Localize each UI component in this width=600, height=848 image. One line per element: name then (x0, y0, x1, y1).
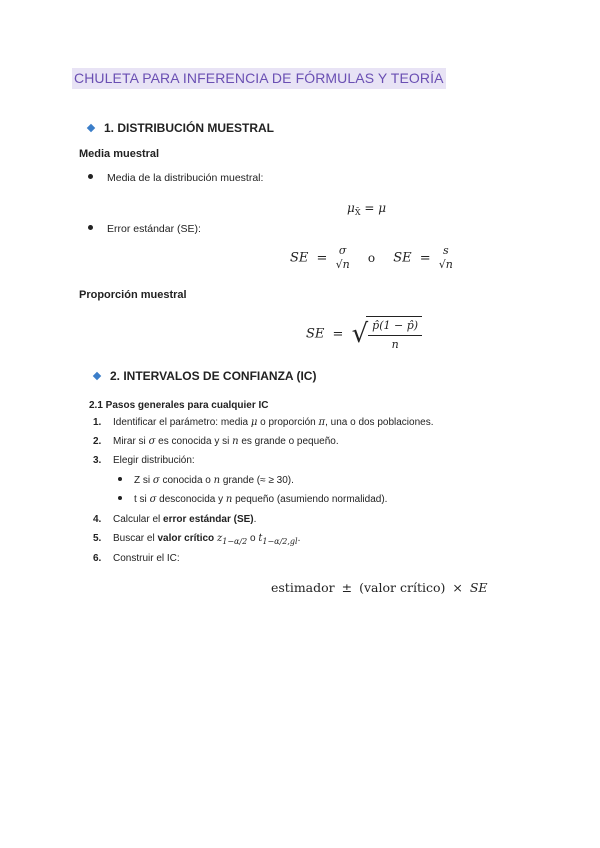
step-var-t-sub: 1−α/2,gl (262, 537, 298, 546)
step-var: σ (148, 436, 156, 447)
bullet-dot-icon (118, 496, 122, 500)
section-2-heading (94, 369, 316, 383)
step-bold: error estándar (SE) (163, 514, 254, 525)
formula-ic-se: SE (469, 580, 488, 595)
step-var-z-sub: 1−α/2 (222, 537, 248, 546)
step-text: , una o dos poblaciones. (325, 417, 434, 428)
bullet-se (88, 223, 201, 235)
formula-se-or: o (367, 251, 376, 265)
formula-media-eq: = (364, 201, 375, 215)
formula-se-num-1: σ (338, 244, 347, 257)
step-text: Elegir distribución: (113, 455, 195, 466)
step-text: Mirar si (113, 436, 149, 447)
formula-prop-frac (366, 316, 422, 352)
formula-se (290, 244, 453, 272)
step-number: 4. (93, 514, 102, 525)
formula-se-den-2: √n (438, 258, 453, 271)
sub-bullet-z (118, 475, 294, 486)
step-number: 2. (93, 436, 102, 447)
step-6 (93, 553, 180, 564)
step-text: es conocida y si (155, 436, 233, 447)
bullet-dot-icon (88, 174, 93, 179)
page-title: CHULETA PARA INFERENCIA DE FÓRMULAS Y TEORÍA (72, 68, 446, 89)
formula-prop-eq: = (332, 326, 344, 342)
step-number: 1. (93, 417, 102, 428)
sub-bullet-text: conocida o (159, 475, 214, 486)
step-text: Construir el IC: (113, 553, 180, 564)
step-text: Identificar el parámetro: media (113, 417, 251, 428)
section-1-heading-text: 1. DISTRIBUCIÓN MUESTRAL (104, 121, 275, 135)
formula-media (347, 201, 386, 217)
step-5 (93, 533, 300, 546)
step-number: 5. (93, 533, 102, 544)
formula-ic-critical: (valor crítico) (359, 580, 446, 595)
bullet-media-text: Media de la distribución muestral: (107, 172, 264, 184)
formula-prop-num: p̂(1 − p̂) (372, 319, 419, 332)
step-var: μ (250, 417, 258, 428)
bullet-dot-icon (88, 225, 93, 230)
sub-bullet-var: σ (149, 494, 157, 505)
sub-bullet-var: σ (152, 475, 160, 486)
formula-ic (271, 580, 488, 595)
diamond-bullet-icon (87, 124, 95, 132)
section-2-heading-text: 2. INTERVALOS DE CONFIANZA (IC) (110, 369, 317, 383)
formula-media-lhs-sub: X̄ (354, 208, 361, 217)
formula-se-eq-2: = (419, 250, 431, 266)
formula-prop-den: n (368, 335, 422, 352)
sub-bullet-text: grande (≈ ≥ 30). (220, 475, 294, 486)
sub-bullet-text: Z si (134, 475, 153, 486)
step-4 (93, 514, 256, 525)
sub-bullet-var: n (225, 494, 233, 505)
sub-heading-2-1: 2.1 Pasos generales para cualquier IC (89, 400, 269, 411)
formula-prop (306, 316, 422, 352)
sub-bullet-text: t si (134, 494, 150, 505)
sub-bullet-text: desconocida y (156, 494, 226, 505)
step-text: Calcular el (113, 514, 164, 525)
sqrt-icon: √ (351, 319, 369, 349)
bullet-media (88, 172, 263, 184)
step-text: . (297, 533, 301, 544)
step-text: es grande o pequeño. (238, 436, 339, 447)
formula-se-den-1: √n (335, 258, 350, 271)
step-bold: valor crítico (157, 533, 215, 544)
step-text: . (253, 514, 257, 525)
formula-se-frac-2 (439, 244, 453, 272)
formula-se-label: SE (290, 250, 309, 266)
step-number: 6. (93, 553, 102, 564)
bullet-dot-icon (118, 477, 122, 481)
formula-se-label-2: SE (393, 250, 412, 266)
formula-ic-pm: ± (341, 580, 353, 595)
media-muestral-heading: Media muestral (79, 148, 160, 160)
step-var-t: t (258, 533, 263, 544)
step-var-z: z (216, 533, 223, 544)
formula-media-rhs: μ (378, 201, 387, 215)
step-number: 3. (93, 455, 102, 466)
formula-ic-times: × (452, 580, 463, 595)
formula-prop-label: SE (306, 326, 325, 342)
step-1 (93, 417, 434, 428)
formula-media-lhs: μ (347, 201, 355, 215)
formula-se-eq: = (316, 250, 328, 266)
formula-se-frac-1 (336, 244, 350, 272)
sub-bullet-text: pequeño (asumiendo normalidad). (232, 494, 388, 505)
section-1-heading (88, 121, 274, 135)
formula-se-num-2: s (443, 244, 449, 257)
bullet-se-text: Error estándar (SE): (107, 223, 201, 235)
sub-bullet-t (118, 494, 387, 505)
diamond-bullet-icon (93, 372, 101, 380)
proporcion-muestral-heading: Proporción muestral (79, 289, 187, 301)
sub-bullet-var: n (213, 475, 221, 486)
step-2 (93, 436, 339, 447)
step-var: π (318, 417, 326, 428)
step-text: Buscar el (113, 533, 158, 544)
step-text: o (247, 533, 259, 544)
step-3 (93, 455, 195, 466)
step-var: n (232, 436, 239, 447)
step-text: o proporción (257, 417, 319, 428)
formula-ic-estimator: estimador (271, 580, 335, 595)
